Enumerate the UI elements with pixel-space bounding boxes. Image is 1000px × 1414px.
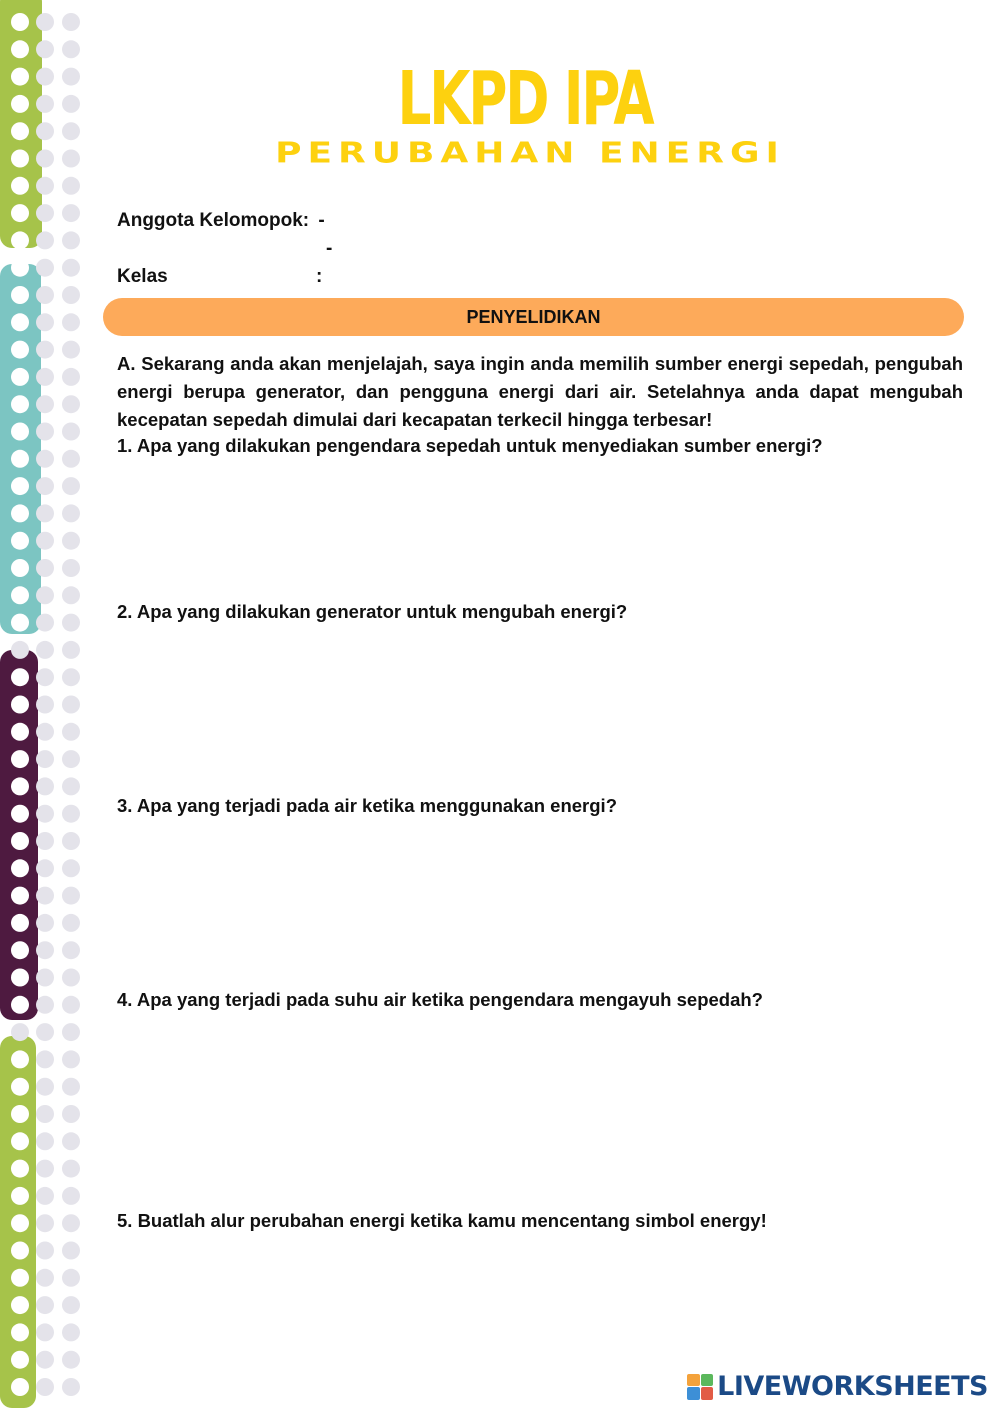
- decor-dot: [11, 832, 29, 850]
- decor-dot: [62, 1132, 80, 1150]
- decor-dot: [11, 1132, 29, 1150]
- decor-dot: [11, 859, 29, 877]
- decor-dot: [11, 723, 29, 741]
- decor-dot: [11, 1214, 29, 1232]
- decor-dot: [62, 1105, 80, 1123]
- members-dash-1: -: [318, 210, 325, 231]
- decor-dot: [36, 1378, 54, 1396]
- decor-dot: [62, 13, 80, 31]
- decor-dot: [36, 13, 54, 31]
- question-3: 3. Apa yang terjadi pada air ketika menggunakan energi?: [117, 795, 617, 816]
- decor-dot: [11, 122, 29, 140]
- decor-dot: [11, 914, 29, 932]
- decor-dot: [62, 150, 80, 168]
- decor-dot: [36, 1023, 54, 1041]
- decor-dot: [62, 723, 80, 741]
- question-1: 1. Apa yang dilakukan pengendara sepedah untuk menyediakan sumber energi?: [117, 435, 823, 456]
- decor-dot: [62, 914, 80, 932]
- decor-dot: [36, 614, 54, 632]
- decor-dot: [62, 805, 80, 823]
- decor-dot: [36, 750, 54, 768]
- question-2: 2. Apa yang dilakukan generator untuk mengubah energi?: [117, 601, 628, 622]
- question-5: 5. Buatlah alur perubahan energi ketika kamu mencentang simbol energy!: [117, 1210, 767, 1231]
- decor-dot: [36, 68, 54, 86]
- decor-dot: [11, 259, 29, 277]
- decor-dot: [36, 1323, 54, 1341]
- decor-dot: [11, 341, 29, 359]
- decor-dot: [36, 668, 54, 686]
- decor-dot: [36, 150, 54, 168]
- decor-dot: [36, 1160, 54, 1178]
- decor-dot: [11, 450, 29, 468]
- decor-dot: [62, 614, 80, 632]
- decor-dot: [11, 1187, 29, 1205]
- decor-dot: [62, 750, 80, 768]
- class-row: [117, 266, 323, 287]
- decor-dot: [11, 641, 29, 659]
- decor-dot: [11, 532, 29, 550]
- decor-dot: [36, 1296, 54, 1314]
- page-title: LKPD IPA: [397, 56, 653, 142]
- answer-area-4[interactable]: [117, 1020, 963, 1190]
- decor-dot: [36, 1187, 54, 1205]
- decor-dot: [62, 122, 80, 140]
- decor-dot: [62, 1160, 80, 1178]
- decor-dot: [11, 1242, 29, 1260]
- decor-dot: [62, 996, 80, 1014]
- decor-dot: [36, 1351, 54, 1369]
- decor-dot: [62, 477, 80, 495]
- decor-dot: [36, 122, 54, 140]
- decor-dot: [62, 1050, 80, 1068]
- decor-dot: [11, 750, 29, 768]
- decor-dot: [62, 231, 80, 249]
- decor-dot: [11, 969, 29, 987]
- decor-dot: [36, 1050, 54, 1068]
- decor-dot: [36, 95, 54, 113]
- decor-dot: [62, 341, 80, 359]
- decor-dot: [11, 204, 29, 222]
- decor-dot: [62, 832, 80, 850]
- decor-dot: [36, 859, 54, 877]
- decor-dot: [36, 1132, 54, 1150]
- decor-dot: [36, 231, 54, 249]
- decor-dot: [36, 532, 54, 550]
- decor-dot: [36, 996, 54, 1014]
- decor-dot: [11, 177, 29, 195]
- members-label: Anggota Kelomopok:: [117, 210, 310, 231]
- decor-dot: [62, 1323, 80, 1341]
- decor-dot: [36, 395, 54, 413]
- answer-area-2[interactable]: [117, 632, 963, 782]
- decor-dot: [62, 1078, 80, 1096]
- answer-area-1[interactable]: [117, 466, 963, 586]
- decor-dot: [36, 313, 54, 331]
- decor-dot: [36, 477, 54, 495]
- decor-dot: [62, 313, 80, 331]
- decor-dot: [62, 1378, 80, 1396]
- section-title: PENYELIDIKAN: [466, 306, 601, 327]
- decor-dot: [11, 559, 29, 577]
- decor-dot: [36, 286, 54, 304]
- decor-dot: [11, 423, 29, 441]
- decor-dot: [11, 1023, 29, 1041]
- decor-dot: [11, 996, 29, 1014]
- decor-dot: [36, 341, 54, 359]
- decor-dot: [62, 177, 80, 195]
- answer-area-5[interactable]: [117, 1241, 963, 1361]
- decor-dot: [36, 559, 54, 577]
- decor-dot: [36, 1269, 54, 1287]
- decor-dot: [11, 586, 29, 604]
- decor-dot: [11, 150, 29, 168]
- answer-area-3[interactable]: [117, 826, 963, 976]
- members-row: [117, 211, 325, 230]
- decor-dot: [36, 969, 54, 987]
- decor-dot: [62, 1269, 80, 1287]
- decor-dot: [11, 231, 29, 249]
- decor-dot: [11, 696, 29, 714]
- brand-watermark: [687, 1371, 988, 1402]
- decor-dot: [36, 40, 54, 58]
- decor-dot: [36, 1214, 54, 1232]
- decor-dot: [11, 1323, 29, 1341]
- intro-paragraph: A. Sekarang anda akan menjelajah, saya ingin anda memilih sumber energi sepedah, pengubah energi berupa generator, dan pengguna energi dari air. Setelahnya anda dapat mengubah kecepatan sepedah dimulai dari kecapatan terkecil hingga terbesar!: [117, 353, 963, 430]
- decor-dot: [11, 313, 29, 331]
- decor-dot: [62, 859, 80, 877]
- decor-dot: [11, 504, 29, 522]
- decor-dot: [62, 68, 80, 86]
- decor-dot: [11, 40, 29, 58]
- decor-dot: [62, 450, 80, 468]
- brand-name: LIVEWORKSHEETS: [717, 1371, 988, 1402]
- decor-dot: [36, 504, 54, 522]
- decor-dot: [62, 1242, 80, 1260]
- decor-dot: [36, 177, 54, 195]
- decor-dot: [11, 1160, 29, 1178]
- decor-dot: [11, 286, 29, 304]
- decor-dot: [36, 777, 54, 795]
- decor-dot: [62, 532, 80, 550]
- decor-dot: [11, 95, 29, 113]
- decor-dot: [62, 1296, 80, 1314]
- decor-dot: [11, 1351, 29, 1369]
- decor-dot: [62, 504, 80, 522]
- decor-dot: [11, 1078, 29, 1096]
- decor-dot: [62, 777, 80, 795]
- decor-dot: [36, 914, 54, 932]
- decor-dot: [36, 1242, 54, 1260]
- decor-dot: [62, 941, 80, 959]
- decor-dot: [62, 1187, 80, 1205]
- decor-dot: [11, 777, 29, 795]
- decor-dot: [62, 1351, 80, 1369]
- decor-dot: [62, 1214, 80, 1232]
- decor-dot: [62, 1023, 80, 1041]
- decor-dot: [36, 941, 54, 959]
- decorative-dot-border: [0, 0, 90, 1414]
- class-label: Kelas: [117, 266, 168, 287]
- decor-dot: [62, 395, 80, 413]
- decor-dot: [62, 259, 80, 277]
- decor-dot: [62, 668, 80, 686]
- decor-dot: [62, 887, 80, 905]
- decor-dot: [62, 368, 80, 386]
- decor-dot: [62, 40, 80, 58]
- decor-dot: [36, 1078, 54, 1096]
- decor-dot: [36, 586, 54, 604]
- decor-dot: [36, 259, 54, 277]
- decor-dot: [62, 423, 80, 441]
- decor-dot: [36, 887, 54, 905]
- decor-dot: [36, 641, 54, 659]
- decor-dot: [62, 95, 80, 113]
- decor-dot: [11, 1269, 29, 1287]
- decor-dot: [62, 586, 80, 604]
- decor-dot: [36, 450, 54, 468]
- decor-dot: [62, 641, 80, 659]
- decor-dot: [36, 696, 54, 714]
- decor-dot: [11, 477, 29, 495]
- dot-grid: [11, 13, 80, 1396]
- decor-dot: [11, 614, 29, 632]
- class-colon: :: [316, 266, 323, 287]
- section-banner: [103, 298, 964, 336]
- decor-dot: [11, 1378, 29, 1396]
- decor-dot: [62, 559, 80, 577]
- decor-dot: [11, 395, 29, 413]
- decor-dot: [11, 13, 29, 31]
- decor-dot: [11, 1105, 29, 1123]
- decor-dot: [11, 368, 29, 386]
- decor-dot: [36, 832, 54, 850]
- decor-dot: [62, 204, 80, 222]
- question-4: 4. Apa yang terjadi pada suhu air ketika pengendara mengayuh sepedah?: [117, 989, 763, 1010]
- members-dash-2: -: [326, 238, 333, 259]
- page-subtitle: PERUBAHAN ENERGI: [275, 137, 785, 170]
- decor-dot: [11, 668, 29, 686]
- decor-dot: [36, 204, 54, 222]
- decor-dot: [11, 941, 29, 959]
- decor-dot: [11, 1296, 29, 1314]
- decor-dot: [36, 805, 54, 823]
- decor-dot: [36, 423, 54, 441]
- decor-dot: [11, 1050, 29, 1068]
- decor-dot: [36, 723, 54, 741]
- liveworksheets-logo-icon: [687, 1374, 713, 1400]
- decor-dot: [11, 68, 29, 86]
- decor-dot: [62, 286, 80, 304]
- decor-dot: [11, 805, 29, 823]
- decor-dot: [62, 696, 80, 714]
- decor-dot: [62, 969, 80, 987]
- decor-dot: [36, 368, 54, 386]
- decor-dot: [36, 1105, 54, 1123]
- decor-dot: [11, 887, 29, 905]
